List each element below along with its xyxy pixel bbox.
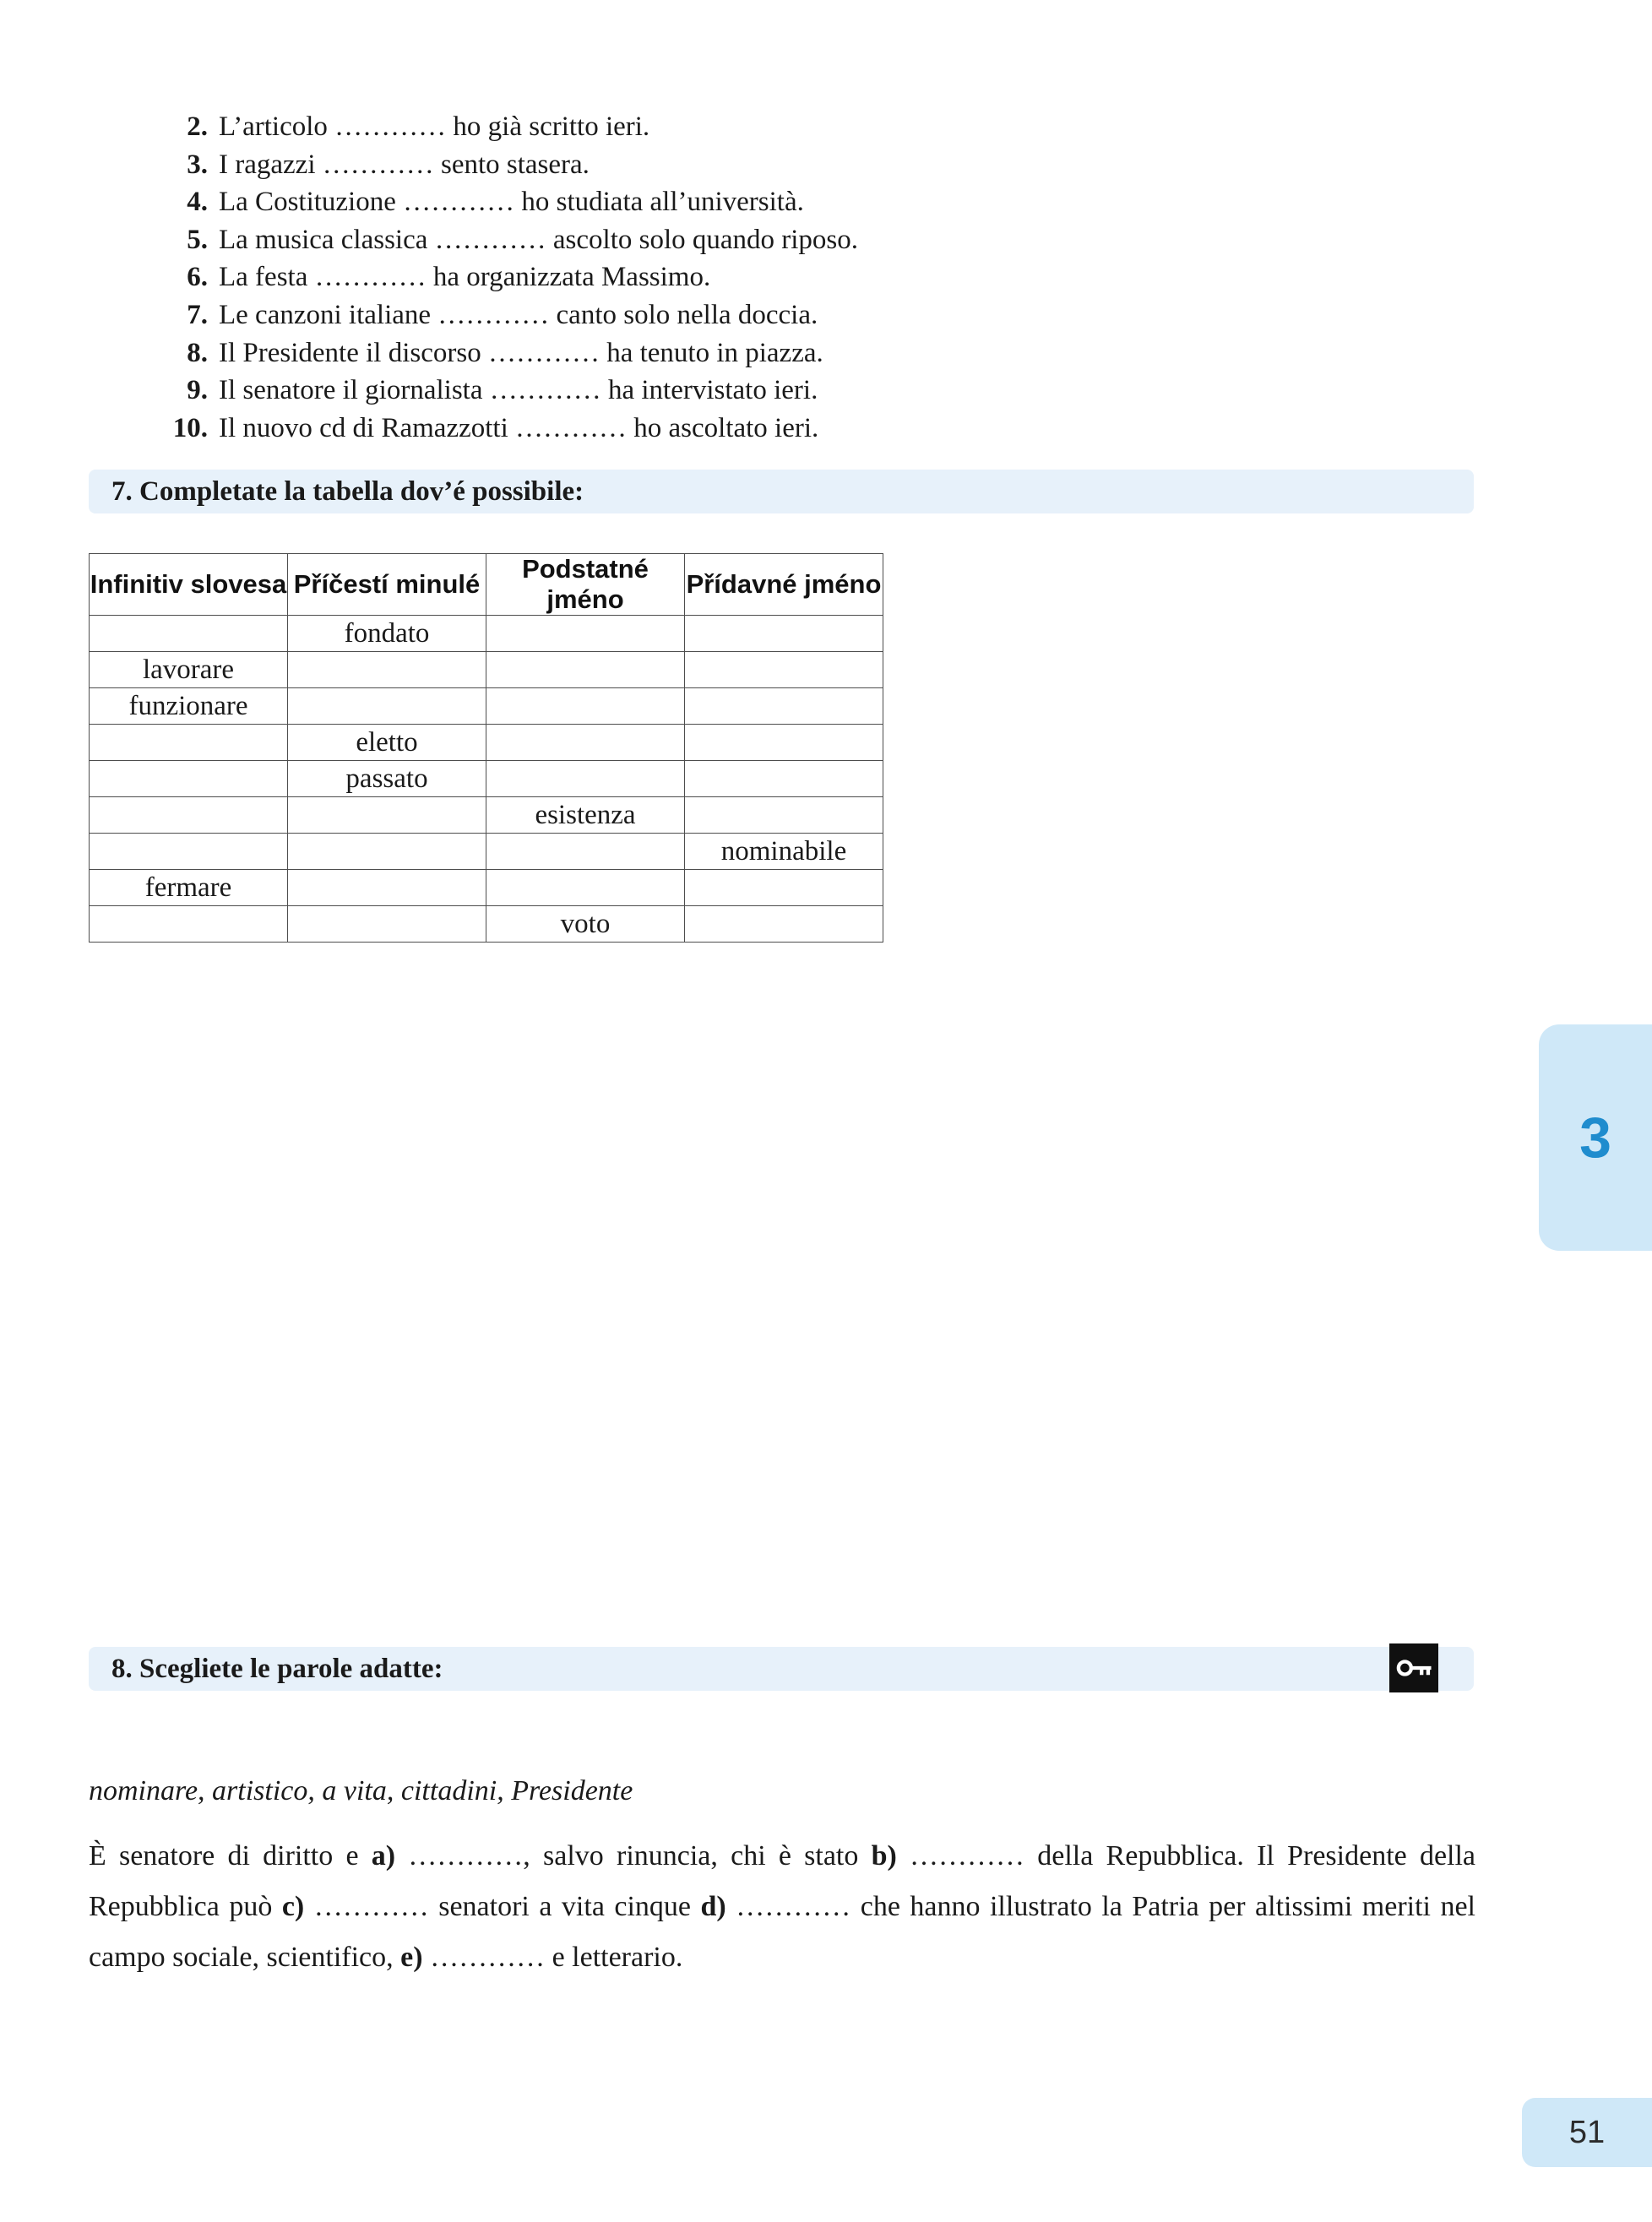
exercise-list-item bbox=[127, 108, 858, 146]
table-cell bbox=[90, 761, 288, 797]
item-number: 8. bbox=[187, 337, 208, 368]
item-text: I ragazzi ………… sento stasera. bbox=[219, 149, 590, 180]
exercise-list-item bbox=[127, 410, 858, 448]
table-cell bbox=[685, 688, 883, 725]
table-cell: lavorare bbox=[90, 652, 288, 688]
table-row bbox=[90, 797, 883, 834]
table-cell bbox=[288, 870, 486, 906]
paragraph-text: È senatore di diritto e bbox=[89, 1840, 372, 1872]
blank-label-e: e) bbox=[400, 1942, 423, 1973]
table-row bbox=[90, 688, 883, 725]
table-cell bbox=[288, 797, 486, 834]
item-number: 10. bbox=[172, 412, 208, 443]
header-participio: Příčestí minulé bbox=[288, 554, 486, 616]
table-cell: nominabile bbox=[685, 834, 883, 870]
paragraph-text: ………… della Repubblica. Il Presidente della Repubblica può bbox=[89, 1840, 1476, 1922]
exercise-8-paragraph bbox=[89, 1831, 1475, 1983]
chapter-tab bbox=[1539, 1024, 1652, 1251]
table-row bbox=[90, 870, 883, 906]
table-cell bbox=[90, 797, 288, 834]
table-cell bbox=[486, 834, 685, 870]
chapter-number: 3 bbox=[1579, 1106, 1611, 1170]
blank-label-b: b) bbox=[871, 1840, 897, 1872]
table-body bbox=[90, 616, 883, 943]
table-cell bbox=[486, 870, 685, 906]
paragraph-text: …………, salvo rinuncia, chi è stato bbox=[395, 1840, 872, 1872]
item-number: 6. bbox=[187, 262, 208, 293]
exercise-7-table bbox=[89, 553, 883, 943]
table-cell bbox=[288, 652, 486, 688]
table-cell bbox=[90, 834, 288, 870]
table-cell bbox=[90, 906, 288, 943]
table-cell bbox=[486, 652, 685, 688]
header-aggettivo: Přídavné jméno bbox=[685, 554, 883, 616]
exercise-list-item bbox=[127, 183, 858, 221]
item-text: Il nuovo cd di Ramazzotti ………… ho ascoltato ieri. bbox=[219, 412, 819, 443]
blank-label-a: a) bbox=[371, 1840, 396, 1872]
section-8-header bbox=[89, 1647, 1474, 1691]
table-cell: funzionare bbox=[90, 688, 288, 725]
paragraph-text: ………… senatori a vita cinque bbox=[304, 1891, 701, 1922]
table-cell: fermare bbox=[90, 870, 288, 906]
section-8-title: 8. Scegliete le parole adatte: bbox=[111, 1653, 443, 1684]
table-cell bbox=[486, 725, 685, 761]
table-row bbox=[90, 834, 883, 870]
table-header-row bbox=[90, 554, 883, 616]
section-7-title: 7. Completate la tabella dov’é possibile: bbox=[111, 475, 584, 507]
table-head bbox=[90, 554, 883, 616]
table-row bbox=[90, 725, 883, 761]
table-cell bbox=[685, 725, 883, 761]
header-sostantivo: Podstatné jméno bbox=[486, 554, 685, 616]
table-cell: fondato bbox=[288, 616, 486, 652]
section-7-header bbox=[89, 470, 1474, 513]
exercise-list-item bbox=[127, 146, 858, 184]
header-infinitiv: Infinitiv slovesa bbox=[90, 554, 288, 616]
table-cell: esistenza bbox=[486, 797, 685, 834]
table-cell bbox=[685, 870, 883, 906]
item-number: 5. bbox=[187, 224, 208, 255]
blank-label-d: d) bbox=[700, 1891, 726, 1922]
item-number: 3. bbox=[187, 149, 208, 180]
table-cell bbox=[486, 616, 685, 652]
paragraph-text: ………… che hanno illustrato la Patria per altissimi meriti nel campo sociale, scientifico, bbox=[89, 1891, 1475, 1973]
conjugation-table bbox=[89, 553, 883, 943]
key-icon bbox=[1389, 1643, 1438, 1692]
item-number: 9. bbox=[187, 375, 208, 406]
exercise-list-item bbox=[127, 334, 858, 372]
table-cell bbox=[685, 616, 883, 652]
table-cell bbox=[90, 725, 288, 761]
table-cell bbox=[288, 906, 486, 943]
table-cell bbox=[685, 761, 883, 797]
exercise-list-item bbox=[127, 296, 858, 334]
item-text: Il senatore il giornalista ………… ha intervistato ieri. bbox=[219, 375, 818, 406]
table-cell bbox=[486, 761, 685, 797]
table-cell: voto bbox=[486, 906, 685, 943]
table-cell bbox=[486, 688, 685, 725]
word-bank: nominare, artistico, a vita, cittadini, Presidente bbox=[89, 1775, 633, 1806]
item-text: Le canzoni italiane ………… canto solo nella doccia. bbox=[219, 299, 818, 330]
table-cell bbox=[288, 688, 486, 725]
table-row bbox=[90, 761, 883, 797]
item-text: Il Presidente il discorso ………… ha tenuto in piazza. bbox=[219, 337, 823, 368]
item-number: 4. bbox=[187, 187, 208, 218]
item-number: 2. bbox=[187, 111, 208, 142]
table-row bbox=[90, 616, 883, 652]
exercise-list-item bbox=[127, 221, 858, 259]
item-text: La musica classica ………… ascolto solo quando riposo. bbox=[219, 224, 859, 255]
page-number-badge bbox=[1522, 2098, 1652, 2167]
table-cell: passato bbox=[288, 761, 486, 797]
table-cell: eletto bbox=[288, 725, 486, 761]
table-row bbox=[90, 906, 883, 943]
table-cell bbox=[288, 834, 486, 870]
paragraph-text: ………… e letterario. bbox=[422, 1942, 683, 1973]
item-text: La Costituzione ………… ho studiata all’università. bbox=[219, 187, 804, 218]
exercise-6-list bbox=[127, 108, 858, 447]
table-cell bbox=[685, 906, 883, 943]
table-cell bbox=[685, 797, 883, 834]
item-text: La festa ………… ha organizzata Massimo. bbox=[219, 262, 711, 293]
blank-label-c: c) bbox=[281, 1891, 305, 1922]
table-cell bbox=[685, 652, 883, 688]
table-cell bbox=[90, 616, 288, 652]
item-text: L’articolo ………… ho già scritto ieri. bbox=[219, 111, 650, 142]
exercise-list-item bbox=[127, 258, 858, 296]
item-number: 7. bbox=[187, 299, 208, 330]
page-number: 51 bbox=[1568, 2114, 1606, 2150]
table-row bbox=[90, 652, 883, 688]
exercise-list-item bbox=[127, 372, 858, 410]
